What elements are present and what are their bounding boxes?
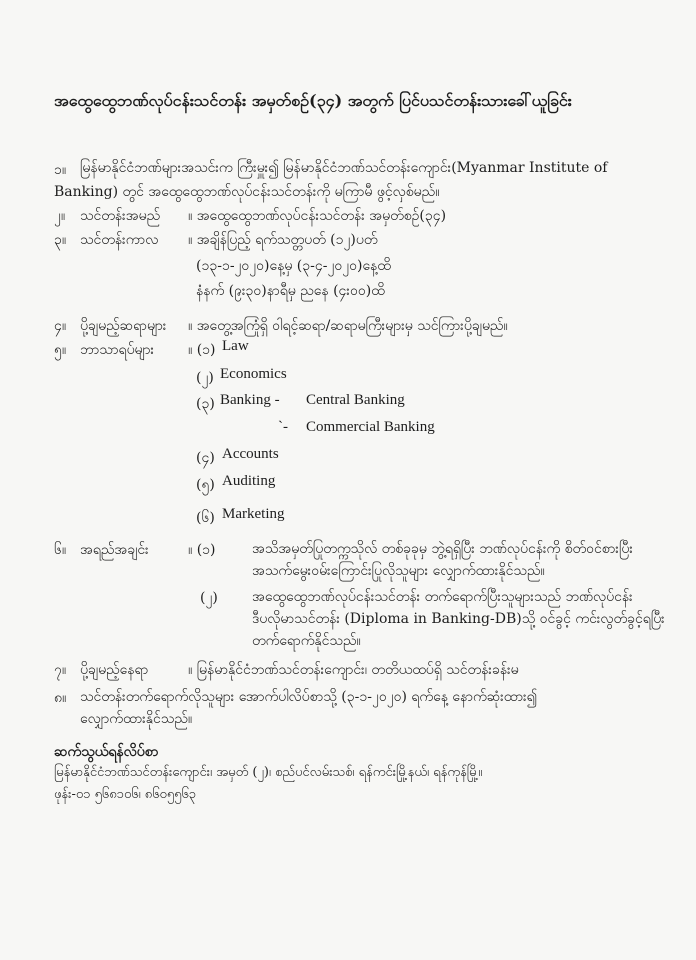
subject-1-number: ။ (၁) xyxy=(188,342,216,358)
subject-3-number: (၃) xyxy=(196,396,215,412)
subject-4-name: Accounts xyxy=(222,446,279,462)
teachers-number: ၄။ xyxy=(54,318,67,334)
venue-label: ပို့ချမည့်နေရာ xyxy=(80,662,149,678)
venue-number: ၇။ xyxy=(54,662,67,678)
venue-value: ။ မြန်မာနိုင်ငံဘဏ်သင်တန်းကျောင်း၊ တတိယထပ်ရှိ သင်တန်းခန်းမ xyxy=(188,662,519,678)
qualification-1-number: ။ (၁) xyxy=(188,542,216,558)
document-title: အထွေထွေဘဏ်လုပ်ငန်းသင်တန်း အမှတ်စဉ်(၃၄) အတွက် ပြင်ပသင်တန်းသားခေါ်ယူခြင်း xyxy=(54,91,572,110)
qualifications-label: အရည်အချင်း xyxy=(80,542,149,558)
banking-sub-central: Central Banking xyxy=(306,392,405,408)
subject-5-number: (၅) xyxy=(196,477,215,493)
course-name-number: ၂။ xyxy=(54,208,66,224)
intro-line-2: Banking) တွင် အထွေထွေဘဏ်လုပ်ငန်းသင်တန်းကို မကြာမီ ဖွင့်လှစ်မည်။ xyxy=(54,184,440,200)
subjects-number: ၅။ xyxy=(54,342,67,358)
apply-number: ၈။ xyxy=(54,690,67,706)
qualification-2-line-2: ဒီပလိုမာသင်တန်း (Diploma in Banking-DB)သို့ ဝင်ခွင့် ကင်းလွတ်ခွင့်ရပြီး xyxy=(252,611,665,627)
contact-phone: ဖုန်း-၀၁ ၅၆၈၁၀၆၊ ၈၆၀၅၅၆၃ xyxy=(54,787,197,802)
subject-6-name: Marketing xyxy=(222,506,285,522)
subject-6-number: (၆) xyxy=(196,510,215,526)
duration-label: သင်တန်းကာလ xyxy=(80,232,159,248)
subject-4-number: (၄) xyxy=(196,450,215,466)
qualification-1-line-1: အသိအမှတ်ပြုတက္ကသိုလ် တစ်ခုခုမှ ဘွဲ့ရရှိပြီး ဘဏ်လုပ်ငန်းကို စိတ်ဝင်စားပြီး xyxy=(252,541,633,557)
course-name-label: သင်တန်းအမည် xyxy=(80,208,161,224)
apply-line-2: လျှောက်ထားနိုင်သည်။ xyxy=(80,711,193,727)
duration-hours: နံနက် (၉း၃၀)နာရီမှ ညနေ (၄း၀၀)ထိ xyxy=(196,283,385,299)
contact-address: မြန်မာနိုင်ငံဘဏ်သင်တန်းကျောင်း၊ အမှတ် (၂)၊ စည်ပင်လမ်းသစ်၊ ရန်ကင်းမြို့နယ်၊ ရန်ကုန်မြို့။ xyxy=(54,765,483,780)
banking-sub-dash: `- xyxy=(278,419,288,435)
subject-5-name: Auditing xyxy=(222,473,276,489)
qualification-2-number: (၂) xyxy=(200,590,218,606)
subject-2-number: (၂) xyxy=(196,370,214,386)
subjects-label: ဘာသာရပ်များ xyxy=(80,342,155,358)
duration-value: ။ အချိန်ပြည့် ရက်သတ္တပတ် (၁၂)ပတ် xyxy=(188,232,378,248)
qualification-2-line-1: အထွေထွေဘဏ်လုပ်ငန်းသင်တန်း တက်ရောက်ပြီးသူများသည် ဘဏ်လုပ်ငန်း xyxy=(252,589,633,605)
apply-line-1: သင်တန်းတက်ရောက်လိုသူများ အောက်ပါလိပ်စာသို့ (၃-၁-၂၀၂၀) ရက်နေ့ နောက်ဆုံးထား၍ xyxy=(80,689,538,705)
teachers-label: ပို့ချမည့်ဆရာများ xyxy=(80,318,167,334)
duration-dates: (၁၃-၁-၂၀၂၀)နေ့မှ (၃-၄-၂၀၂၀)နေ့ထိ xyxy=(196,258,391,274)
subject-1-name: Law xyxy=(222,338,249,354)
qualification-2-line-3: တက်ရောက်နိုင်သည်။ xyxy=(252,633,361,649)
qualification-1-line-2: အသက်မွေးဝမ်းကြောင်းပြုလိုသူများ လျှောက်ထားနိုင်သည်။ xyxy=(252,563,545,579)
subject-2-name: Economics xyxy=(220,366,287,382)
intro-line-1: မြန်မာနိုင်ငံဘဏ်များအသင်းက ကြီးမှူး၍ မြန်မာနိုင်ငံဘဏ်သင်တန်းကျောင်း(Myanmar Institute of xyxy=(80,160,608,176)
course-name-value: ။ အထွေထွေဘဏ်လုပ်ငန်းသင်တန်း အမှတ်စဉ်(၃၄) xyxy=(188,208,447,224)
intro-number: ၁။ xyxy=(54,162,67,178)
banking-sub-commercial: Commercial Banking xyxy=(306,419,435,435)
contact-heading: ဆက်သွယ်ရန်လိပ်စာ xyxy=(54,744,159,760)
qualifications-number: ၆။ xyxy=(54,542,67,558)
teachers-value: ။ အတွေ့အကြုံရှိ ဝါရင့်ဆရာ/ဆရာမကြီးများမှ သင်ကြားပို့ချမည်။ xyxy=(188,318,508,334)
subject-3-name: Banking - xyxy=(220,392,280,408)
duration-number: ၃။ xyxy=(54,232,67,248)
